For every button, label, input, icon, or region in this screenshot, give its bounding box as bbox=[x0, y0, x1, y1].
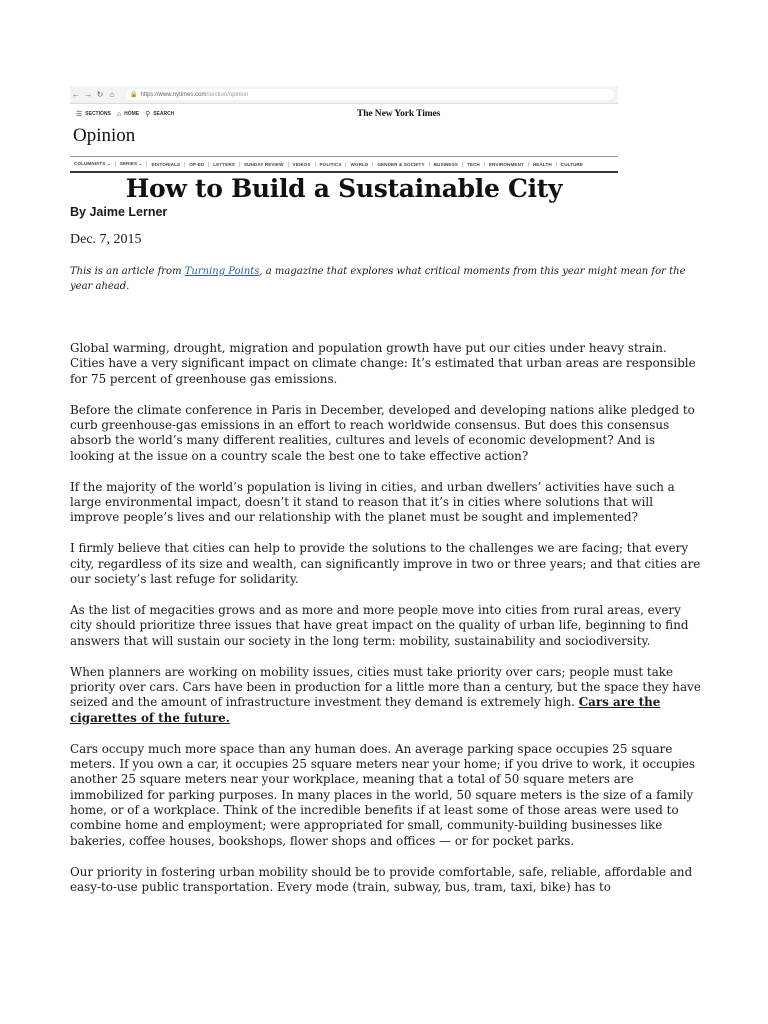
search-icon: ⚲ bbox=[145, 111, 151, 118]
search-label: SEARCH bbox=[153, 111, 175, 117]
section-nav-item[interactable]: EDITORIALS bbox=[147, 162, 185, 167]
house-icon: ⌂ bbox=[116, 110, 122, 118]
paragraph-6 bbox=[70, 665, 702, 726]
section-nav-item[interactable]: COLUMNISTS ⌄ bbox=[70, 161, 116, 167]
section-nav-item[interactable]: LETTERS bbox=[209, 162, 240, 167]
section-nav-item[interactable]: SUNDAY REVIEW bbox=[240, 162, 289, 167]
section-nav bbox=[70, 156, 618, 173]
note-text-after: , a magazine that explores what critical moments from this year might mean for the year ahead. bbox=[70, 266, 686, 292]
section-nav-item[interactable]: CULTURE bbox=[560, 161, 584, 167]
paragraph-7: Cars occupy much more space than any human does. An average parking space occupies 25 square meters. If you own a car, it occupies 25 square meters near your home; if you drive to work, it occupies another 25 square meters near your workplace, meaning that a total of 50 square meters are immobilized for parking purposes. In many places in the world, 50 square meters is the size of a family home, or of a workplace. Think of the incredible benefits if at least some of those areas were used to combine home and employment; were appropriated for small, community-building businesses like bakeries, coffee houses, bookshops, flower shops and offices — or for pocket parks. bbox=[70, 741, 696, 848]
browser-toolbar bbox=[70, 86, 618, 104]
back-arrow-icon[interactable]: ← bbox=[72, 90, 80, 99]
section-nav-item[interactable]: POLITICS bbox=[316, 162, 347, 167]
paragraph-8: Our priority in fostering urban mobility should be to provide comfortable, safe, reliable, affordable and easy-to-use public transportation. Every mode (train, subway, bus, tram, taxi, bike) has to bbox=[70, 864, 693, 894]
section-title: Opinion bbox=[73, 125, 136, 146]
paragraph-3: If the majority of the world’s population is living in cities, and urban dwellers’ activities have such a large environmental impact, doesn’t it stand to reason that it’s in cities where solutions that will improve people’s lives and our relationship with the planet must be sought and implemented? bbox=[70, 479, 675, 525]
section-nav-item[interactable]: BUSINESS bbox=[430, 162, 463, 167]
article-date: Dec. 7, 2015 bbox=[70, 232, 142, 247]
turning-points-link[interactable]: Turning Points bbox=[184, 266, 260, 277]
url-host: https://www.nytimes.com bbox=[140, 91, 207, 98]
sections-button[interactable] bbox=[76, 110, 111, 118]
nyt-screenshot bbox=[70, 86, 618, 176]
reload-icon[interactable]: ↻ bbox=[96, 90, 104, 99]
section-nav-item[interactable]: HEALTH bbox=[529, 162, 557, 167]
lock-icon: 🔒 bbox=[130, 92, 138, 98]
section-nav-item[interactable]: OP-ED bbox=[185, 162, 209, 167]
address-bar[interactable] bbox=[126, 89, 614, 100]
paragraph-6-text: When planners are working on mobility issues, cities must take priority over cars; people must take priority over cars. Cars have been in production for a little more than a century, but the space they have seized and the amount of infrastructure investment they demand is extremely high. bbox=[70, 664, 701, 710]
emphasis-quote: Cars are the cigarettes of the future. bbox=[70, 695, 661, 725]
paragraph-4: I firmly believe that cities can help to provide the solutions to the challenges we are facing; that every city, regardless of its size and wealth, can significantly improve in two or three years; and that cities are our society’s last refuge for solidarity. bbox=[70, 541, 701, 586]
forward-arrow-icon[interactable]: → bbox=[84, 90, 92, 99]
section-nav-item[interactable]: ENVIRONMENT bbox=[485, 162, 529, 167]
sections-label: SECTIONS bbox=[85, 111, 111, 117]
home-icon[interactable]: ⌂ bbox=[109, 90, 115, 99]
article-intro-note bbox=[70, 264, 702, 294]
section-nav-item[interactable]: WORLD bbox=[346, 162, 373, 167]
section-nav-item[interactable]: GENDER & SOCIETY bbox=[373, 162, 429, 167]
hamburger-icon: ☰ bbox=[76, 111, 83, 118]
home-button[interactable] bbox=[117, 111, 139, 118]
article-byline: By Jaime Lerner bbox=[70, 205, 168, 219]
paragraph-1: Global warming, drought, migration and population growth have put our cities under heavy strain. Cities have a very significant impact on climate change: It’s estimated that urban areas are responsible for 75 percent of greenhouse gas emissions. bbox=[70, 341, 696, 386]
article-body bbox=[70, 341, 702, 911]
section-nav-item[interactable]: TECH bbox=[463, 162, 485, 167]
article-headline: How to Build a Sustainable City bbox=[125, 174, 563, 203]
nyt-top-bar bbox=[70, 104, 618, 124]
paragraph-2: Before the climate conference in Paris in December, developed and developing nations alike pledged to curb greenhouse-gas emissions in an effort to reach worldwide consensus. But does this consensus absorb the world’s many different realities, cultures and levels of economic development? And is looking at the issue on a country scale the best one to take effective action? bbox=[70, 402, 695, 463]
note-text-before: This is an article from bbox=[70, 266, 185, 277]
nyt-logo[interactable]: The New York Times bbox=[357, 109, 441, 119]
url-path: /section/opinion bbox=[206, 91, 249, 98]
section-nav-item[interactable]: VIDEOS bbox=[289, 162, 316, 167]
search-button[interactable] bbox=[145, 110, 174, 118]
paragraph-5: As the list of megacities grows and as more and more people move into cities from rural areas, every city should prioritize three issues that have great impact on the quality of urban life, beginning to find answers that will sustain our society in the long term: mobility, sustainability and sociodiversity. bbox=[70, 603, 689, 648]
section-nav-item[interactable]: SERIES ⌄ bbox=[116, 161, 148, 167]
home-label: HOME bbox=[124, 111, 140, 117]
